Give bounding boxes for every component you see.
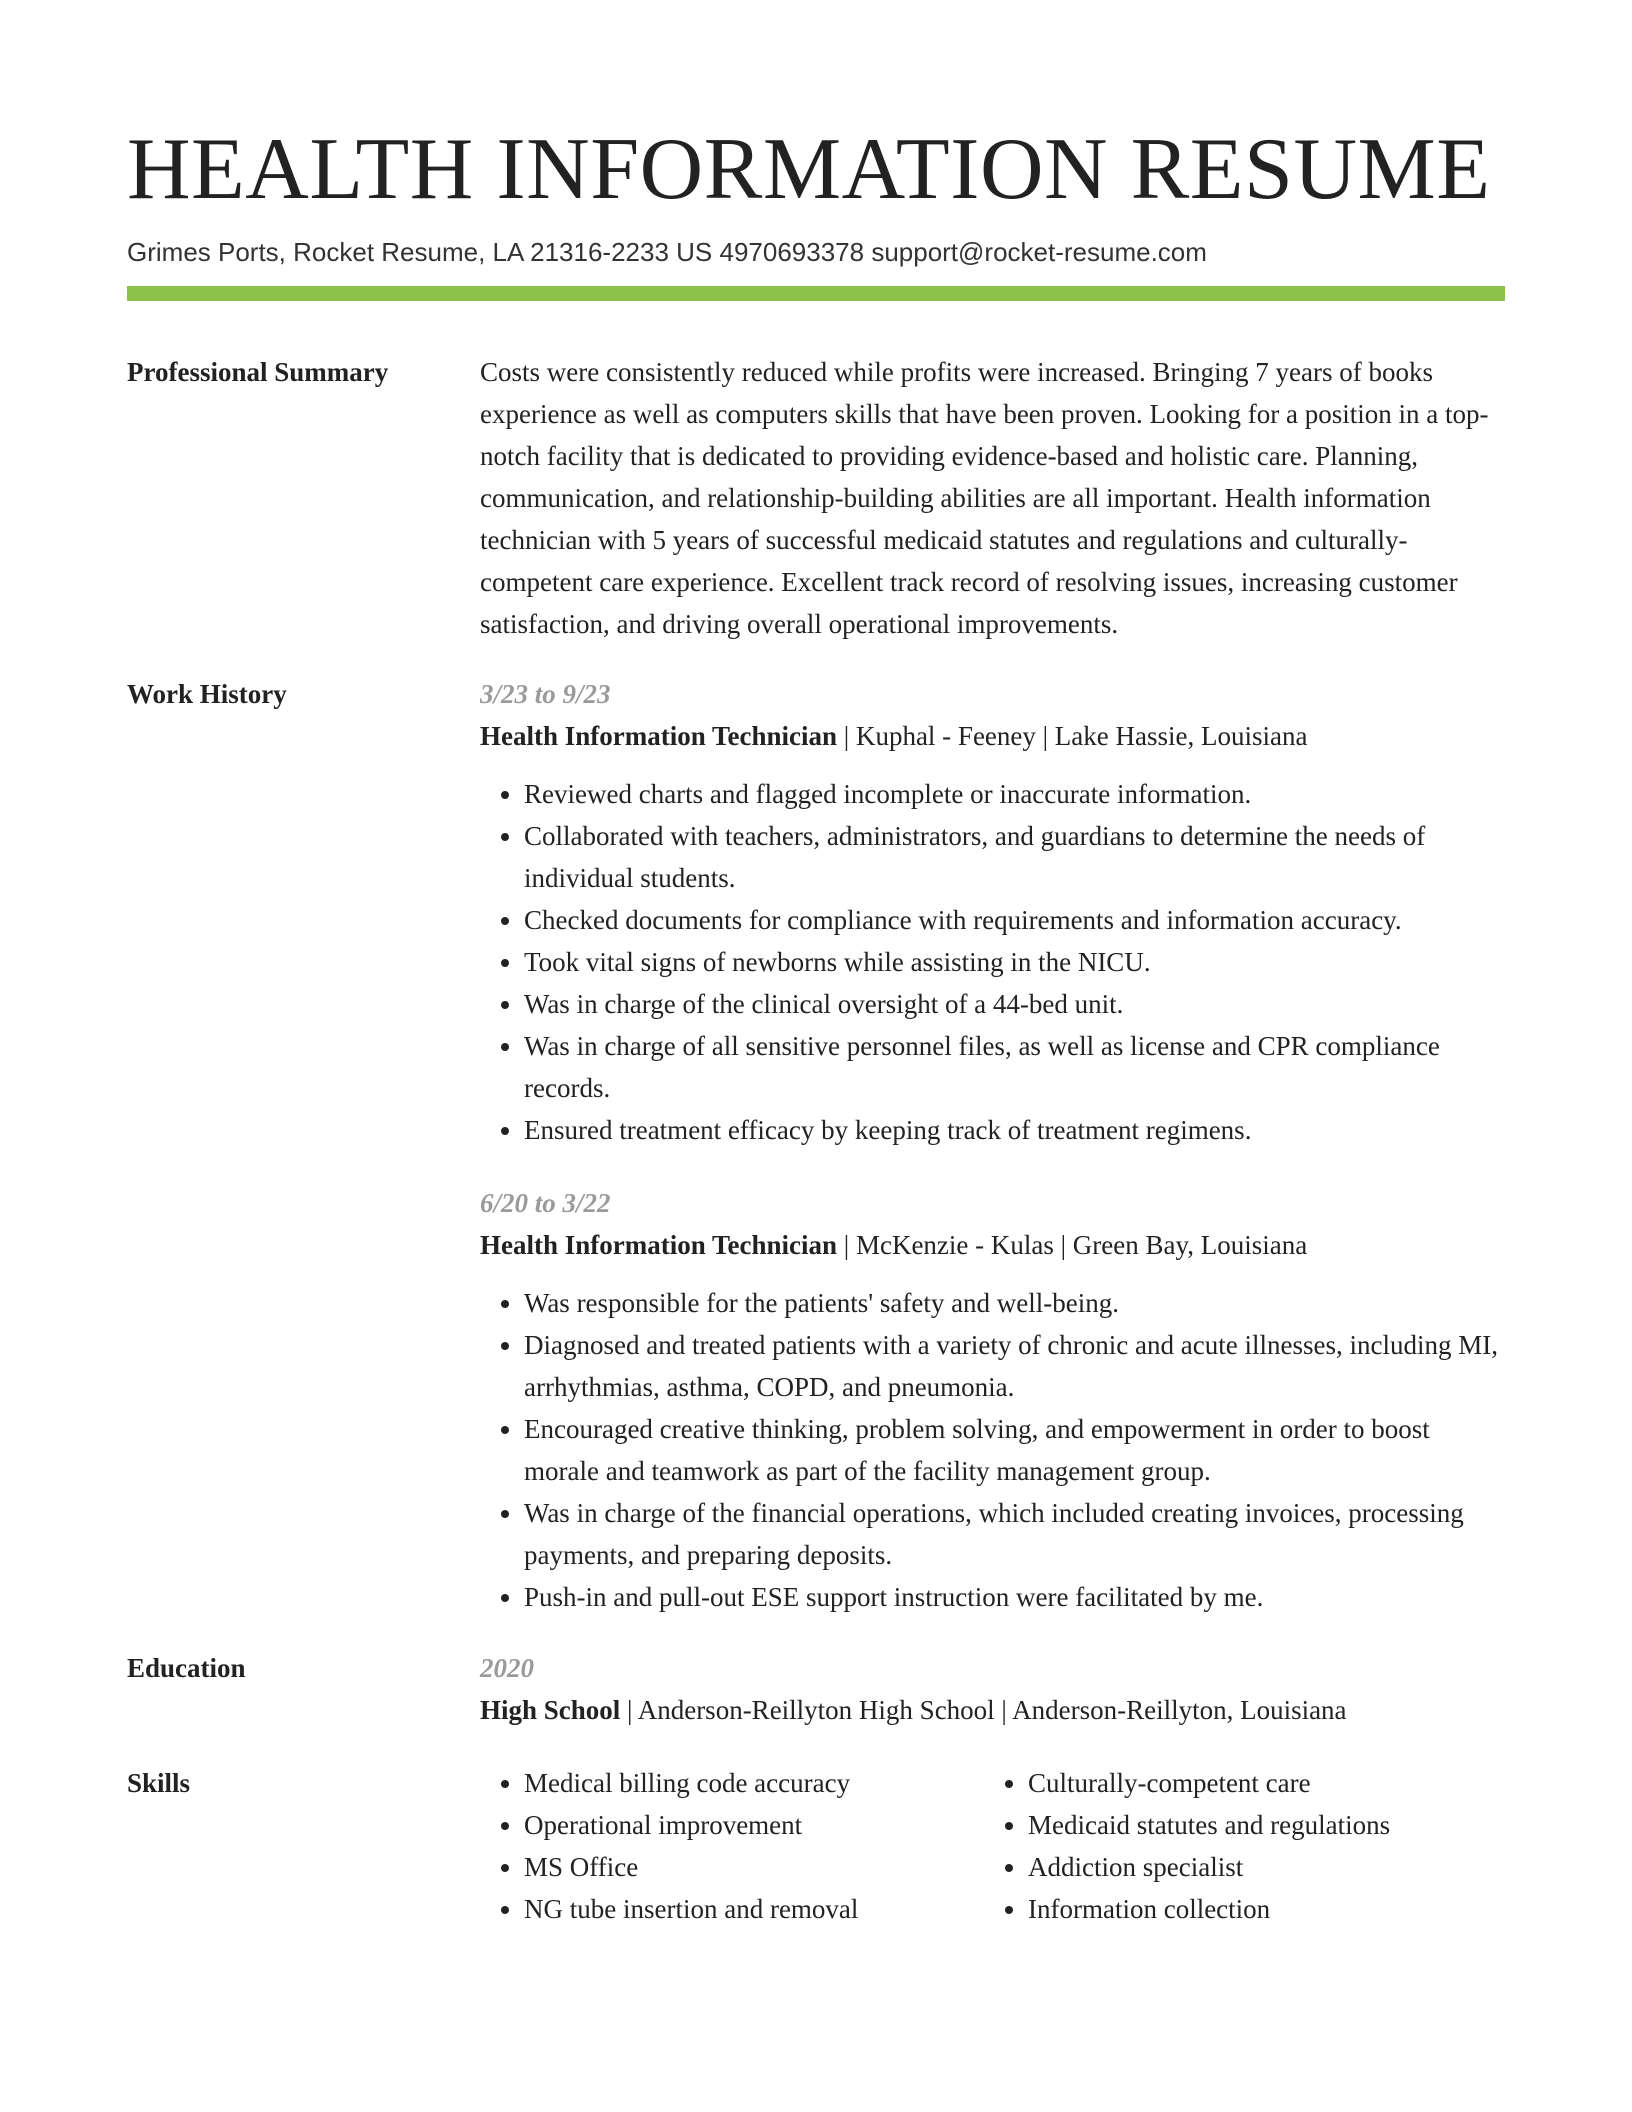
section-label-work-history: Work History	[127, 679, 287, 709]
list-item: • Push-in and pull-out ESE support instruction were facilitated by me.	[524, 1576, 1505, 1618]
skill-item: • Information collection	[1028, 1888, 1488, 1930]
list-item: • Took vital signs of newborns while assisting in the NICU.	[524, 941, 1505, 983]
list-item: • Ensured treatment efficacy by keeping track of treatment regimens.	[524, 1109, 1505, 1151]
education-details: | Anderson-Reillyton High School | Anderson-Reillyton, Louisiana	[620, 1695, 1347, 1725]
education-year: 2020	[480, 1653, 534, 1683]
education-section	[127, 1647, 1505, 1731]
resume-page	[127, 118, 1505, 1930]
list-item: • Reviewed charts and flagged incomplete or inaccurate information.	[524, 773, 1505, 815]
skill-item: • Medical billing code accuracy	[524, 1762, 984, 1804]
job-title: Health Information Technician	[480, 1230, 838, 1260]
job-details: | McKenzie - Kulas | Green Bay, Louisiana	[837, 1230, 1308, 1260]
list-item: • Was in charge of all sensitive personnel files, as well as license and CPR compliance records.	[524, 1025, 1505, 1109]
job-entry	[480, 673, 1505, 1151]
resume-title: HEALTH INFORMATION RESUME	[127, 121, 1491, 218]
list-item: • Checked documents for compliance with requirements and information accuracy.	[524, 899, 1505, 941]
job-title: Health Information Technician	[480, 721, 838, 751]
header-divider	[127, 286, 1505, 301]
list-item: • Was in charge of the clinical oversight of a 44-bed unit.	[524, 983, 1505, 1025]
skills-grid	[480, 1762, 1505, 1930]
job-role-line	[480, 715, 1505, 757]
list-item: • Encouraged creative thinking, problem solving, and empowerment in order to boost morale and teamwork as part of the facility management group.	[524, 1408, 1505, 1492]
job-bullets	[480, 773, 1505, 1151]
contact-line: Grimes Ports, Rocket Resume, LA 21316-2233 US 4970693378 support@rocket-resume.com	[127, 237, 1207, 267]
list-item: • Collaborated with teachers, administrators, and guardians to determine the needs of individual students.	[524, 815, 1505, 899]
education-degree: High School	[480, 1695, 621, 1725]
summary-text: Costs were consistently reduced while profits were increased. Bringing 7 years of books experience as well as computers skills that have been proven. Looking for a position in a top-notch facility that is dedicated to providing evidence-based and holistic care. Planning, communication, and relationship-building abilities are all important. Health information technician with 5 years of successful medicaid statutes and regulations and culturally-competent care experience. Excellent track record of resolving issues, increasing customer satisfaction, and driving overall operational improvements.	[480, 357, 1489, 639]
skill-item: • Medicaid statutes and regulations	[1028, 1804, 1488, 1846]
list-item: • Diagnosed and treated patients with a variety of chronic and acute illnesses, including MI, arrhythmias, asthma, COPD, and pneumonia.	[524, 1324, 1505, 1408]
skill-item: • Addiction specialist	[1028, 1846, 1488, 1888]
skills-body	[480, 1762, 1505, 1930]
skill-item: • Culturally-competent care	[1028, 1762, 1488, 1804]
education-line	[480, 1689, 1505, 1731]
list-item: • Was responsible for the patients' safety and well-being.	[524, 1282, 1505, 1324]
summary-body	[480, 351, 1505, 645]
skills-section	[127, 1762, 1505, 1930]
skills-list-right	[984, 1762, 1488, 1930]
skill-item: • Operational improvement	[524, 1804, 984, 1846]
skills-list-left	[480, 1762, 984, 1930]
skill-item: • NG tube insertion and removal	[524, 1888, 984, 1930]
section-label-education: Education	[127, 1653, 246, 1683]
list-item: • Was in charge of the financial operations, which included creating invoices, processing payments, and preparing deposits.	[524, 1492, 1505, 1576]
skills-column-left	[480, 1762, 984, 1930]
work-history-section	[127, 673, 1505, 1618]
job-dates: 3/23 to 9/23	[480, 679, 611, 709]
education-body	[480, 1647, 1505, 1731]
section-label-skills: Skills	[127, 1768, 191, 1798]
work-history-body	[480, 673, 1505, 1618]
skills-column-right	[984, 1762, 1488, 1930]
job-details: | Kuphal - Feeney | Lake Hassie, Louisiana	[837, 721, 1308, 751]
summary-section	[127, 351, 1505, 645]
skill-item: • MS Office	[524, 1846, 984, 1888]
job-role-line	[480, 1224, 1505, 1266]
job-bullets	[480, 1282, 1505, 1618]
job-entry	[480, 1182, 1505, 1618]
section-label-summary: Professional Summary	[127, 357, 389, 387]
job-dates: 6/20 to 3/22	[480, 1188, 611, 1218]
